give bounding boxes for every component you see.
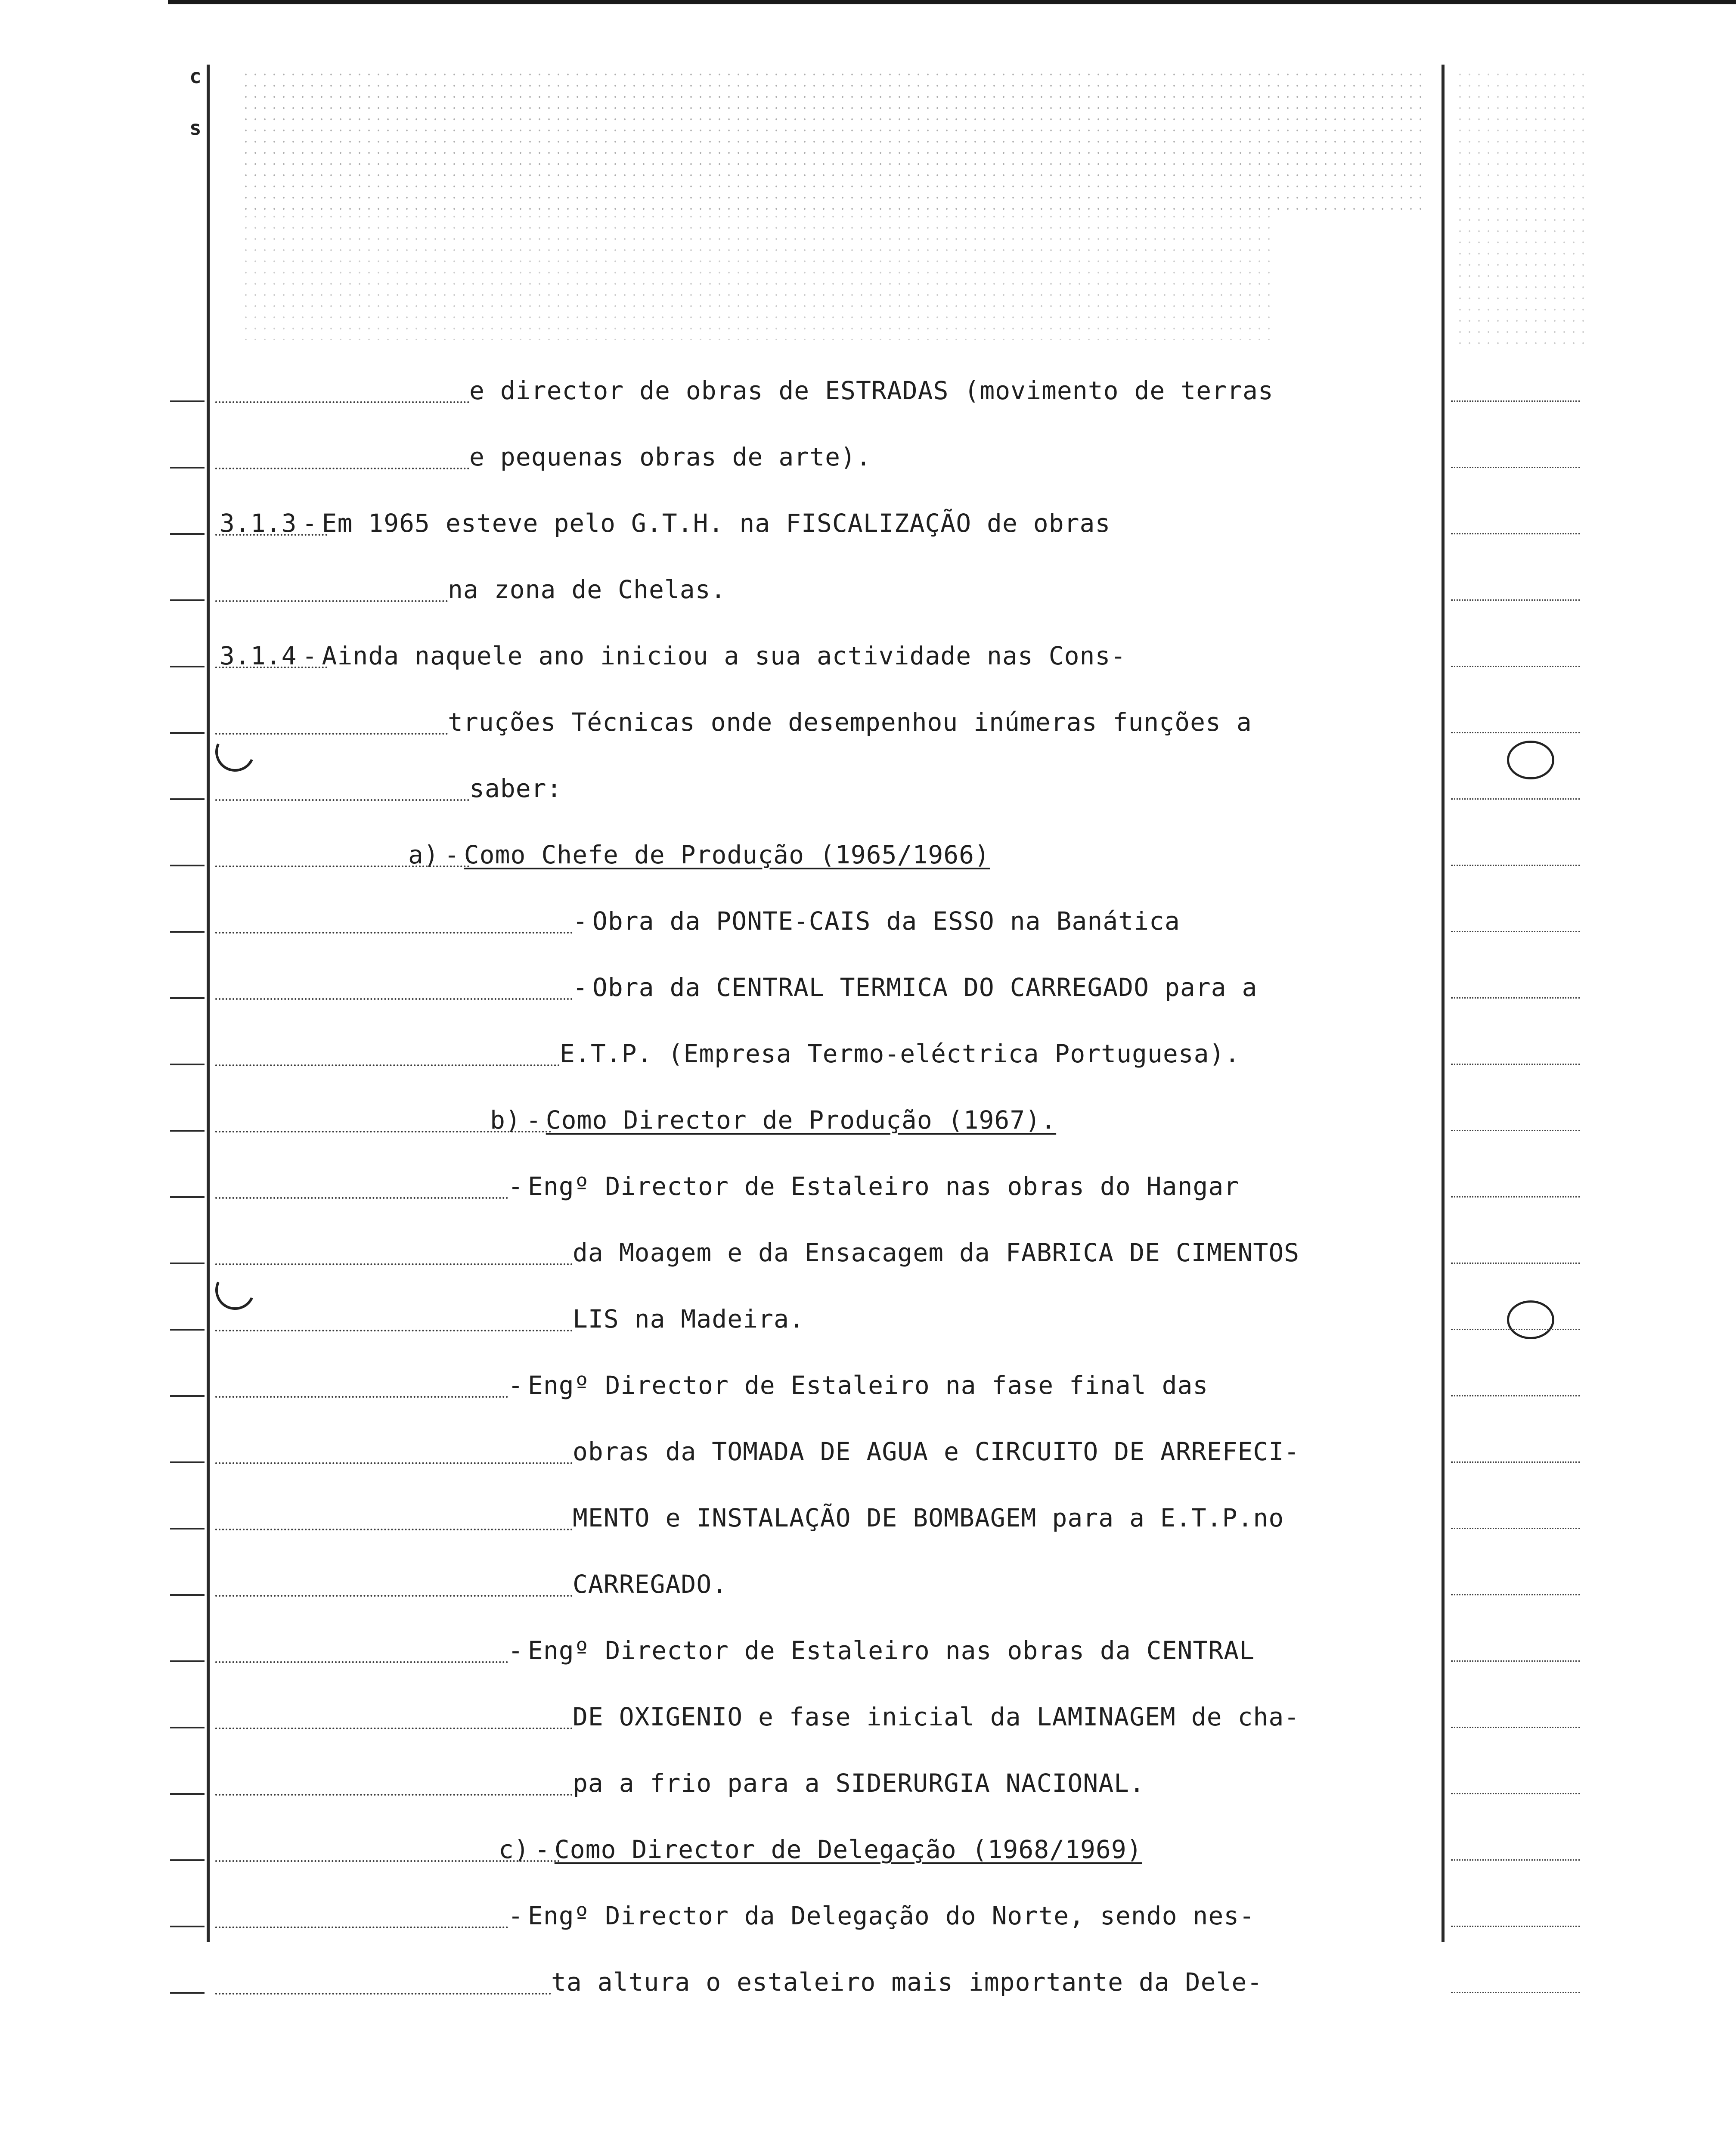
left-margin-tick [170, 1793, 205, 1795]
dash-prefix: - [534, 1835, 550, 1864]
left-margin-tick [170, 666, 205, 667]
line-text: Engº Director da Delegação do Norte, sendo nes- [527, 1901, 1255, 1930]
section-number: 3.1.4 [220, 641, 297, 670]
leader-dots [215, 1927, 508, 1928]
left-margin-tick [170, 400, 205, 402]
leader-dots [215, 1794, 573, 1796]
leader-dots [215, 998, 573, 1000]
right-margin-tick [1451, 1594, 1580, 1595]
left-margin-tick [170, 533, 205, 535]
right-margin-tick [1451, 1528, 1580, 1529]
left-margin-tick [170, 467, 205, 468]
right-margin-tick [1451, 1329, 1580, 1330]
dash-prefix: - [526, 1105, 542, 1135]
dash-prefix: - [508, 1371, 524, 1400]
line-text: DE OXIGENIO e fase inicial da LAMINAGEM de cha- [573, 1702, 1300, 1731]
leader-dots [215, 1197, 508, 1199]
line-text: ta altura o estaleiro mais importante da Dele- [551, 1967, 1263, 1997]
left-margin-tick [170, 1992, 205, 1994]
left-margin-tick [170, 1263, 205, 1264]
text-line [215, 1883, 1438, 1934]
line-text: e director de obras de ESTRADAS (movimento de terras [469, 376, 1274, 405]
right-margin-rule [1442, 65, 1445, 1942]
line-text: Como Director de Produção (1967). [546, 1105, 1057, 1135]
line-text: truções Técnicas onde desempenhou inúmeras funções a [448, 707, 1252, 737]
left-margin-rule [207, 65, 210, 1942]
text-line [215, 1153, 1438, 1205]
text-line [215, 1617, 1438, 1669]
right-margin-tick [1451, 1859, 1580, 1861]
line-text: E.T.P. (Empresa Termo-eléctrica Portuguesa). [560, 1039, 1240, 1068]
left-margin-tick [170, 1461, 205, 1463]
left-margin-tick [170, 1395, 205, 1397]
line-text: obras da TOMADA DE AGUA e CIRCUITO DE ARREFECI- [573, 1437, 1300, 1466]
left-margin-tick [170, 732, 205, 734]
line-text: Engº Director de Estaleiro nas obras do Hangar [527, 1172, 1240, 1201]
line-text: Como Director de Delegação (1968/1969) [554, 1835, 1142, 1864]
section-number: c) [499, 1835, 530, 1864]
margin-circle-mark [1507, 1300, 1554, 1339]
leader-dots [215, 1263, 573, 1265]
left-margin-tick [170, 1196, 205, 1198]
text-line [215, 1418, 1438, 1470]
left-margin-tick [170, 1064, 205, 1065]
text-line [215, 1352, 1438, 1404]
right-margin-tick [1451, 467, 1580, 468]
right-margin-tick [1451, 1130, 1580, 1131]
right-margin-tick [1451, 931, 1580, 932]
text-line [215, 888, 1438, 940]
line-text: pa a frio para a SIDERURGIA NACIONAL. [573, 1768, 1145, 1798]
right-margin-tick [1451, 533, 1580, 534]
left-margin-tick [170, 1859, 205, 1861]
leader-dots [215, 401, 469, 403]
dash-prefix: - [508, 1172, 524, 1201]
line-text: LIS na Madeira. [573, 1304, 805, 1334]
text-line [215, 954, 1438, 1006]
text-line [215, 1485, 1438, 1536]
line-text: Ainda naquele ano iniciou a sua actividade nas Cons- [322, 641, 1126, 670]
right-margin-tick [1451, 1263, 1580, 1264]
line-text: Em 1965 esteve pelo G.T.H. na FISCALIZAÇÃO de obras [322, 509, 1111, 538]
leader-dots [215, 1462, 573, 1464]
right-margin-tick [1451, 1395, 1580, 1396]
leader-dots [215, 1529, 573, 1530]
text-line [215, 357, 1438, 409]
left-margin-tick [170, 1594, 205, 1596]
left-margin-tick [170, 1926, 205, 1927]
right-margin-tick [1451, 1461, 1580, 1463]
dash-prefix: - [302, 509, 318, 538]
right-margin-tick [1451, 599, 1580, 601]
left-margin-tick [170, 798, 205, 800]
line-text: na zona de Chelas. [448, 575, 726, 604]
left-margin-tick [170, 1130, 205, 1132]
left-margin-tick [170, 1329, 205, 1331]
line-text: Como Chefe de Produção (1965/1966) [464, 840, 990, 869]
text-line [215, 1286, 1438, 1337]
line-text: da Moagem e da Ensacagem da FABRICA DE CIMENTOS [573, 1238, 1300, 1267]
section-number: 3.1.3 [220, 509, 297, 538]
leader-dots [215, 1396, 508, 1398]
right-margin-tick [1451, 400, 1580, 402]
left-margin-tick [170, 1727, 205, 1728]
leader-dots [215, 1595, 573, 1597]
right-margin-tick [1451, 1064, 1580, 1065]
text-line [215, 822, 1438, 873]
text-line [215, 1021, 1438, 1072]
dash-prefix: - [444, 840, 460, 869]
scan-noise [241, 211, 1274, 340]
leader-dots [215, 799, 469, 801]
leader-dots [215, 600, 448, 602]
top-rule [168, 0, 1736, 4]
text-line [215, 1684, 1438, 1735]
dash-prefix: - [573, 906, 588, 936]
leader-dots [215, 1330, 573, 1331]
leader-dots [215, 468, 469, 469]
margin-mark-s: s [189, 116, 202, 140]
dash-prefix: - [508, 1901, 524, 1930]
dash-prefix: - [302, 641, 318, 670]
text-line [215, 1750, 1438, 1802]
leader-dots [215, 1661, 508, 1663]
margin-circle-mark [1507, 741, 1554, 779]
left-margin-tick [170, 1528, 205, 1529]
line-text: saber: [469, 774, 562, 803]
line-text: Obra da PONTE-CAIS da ESSO na Banática [592, 906, 1180, 936]
text-line [215, 623, 1438, 674]
text-line [215, 1087, 1438, 1139]
section-number: b) [490, 1105, 521, 1135]
margin-mark-c: c [189, 65, 202, 88]
line-text: Engº Director de Estaleiro nas obras da CENTRAL [527, 1636, 1255, 1665]
right-margin-tick [1451, 666, 1580, 667]
line-text: e pequenas obras de arte). [469, 442, 871, 472]
text-line [215, 1949, 1438, 2001]
left-margin-tick [170, 931, 205, 933]
text-line [215, 490, 1438, 542]
left-margin-tick [170, 997, 205, 999]
leader-dots [215, 1993, 551, 1995]
text-line [215, 755, 1438, 807]
right-margin-tick [1451, 1793, 1580, 1794]
right-margin-tick [1451, 798, 1580, 800]
text-line [215, 1551, 1438, 1603]
text-line [215, 689, 1438, 741]
right-margin-tick [1451, 865, 1580, 866]
scan-noise [1455, 69, 1584, 344]
leader-dots [215, 932, 573, 934]
leader-dots [215, 1064, 560, 1066]
right-margin-tick [1451, 1926, 1580, 1927]
text-line [215, 1219, 1438, 1271]
left-margin-tick [170, 865, 205, 866]
right-margin-tick [1451, 997, 1580, 999]
right-margin-tick [1451, 1992, 1580, 1993]
right-margin-tick [1451, 1660, 1580, 1662]
left-margin-tick [170, 599, 205, 601]
line-text: MENTO e INSTALAÇÃO DE BOMBAGEM para a E.T.P.no [573, 1503, 1284, 1533]
scan-noise [241, 69, 1425, 211]
leader-dots [215, 1728, 573, 1729]
line-text: Engº Director de Estaleiro na fase final das [527, 1371, 1209, 1400]
right-margin-tick [1451, 1196, 1580, 1197]
line-text: Obra da CENTRAL TERMICA DO CARREGADO para a [592, 973, 1258, 1002]
dash-prefix: - [573, 973, 588, 1002]
dash-prefix: - [508, 1636, 524, 1665]
right-margin-tick [1451, 732, 1580, 733]
text-line [215, 1816, 1438, 1868]
left-margin-tick [170, 1660, 205, 1662]
right-margin-tick [1451, 1727, 1580, 1728]
text-line [215, 424, 1438, 475]
line-text: CARREGADO. [573, 1570, 728, 1599]
leader-dots [215, 733, 448, 735]
section-number: a) [408, 840, 439, 869]
text-line [215, 556, 1438, 608]
